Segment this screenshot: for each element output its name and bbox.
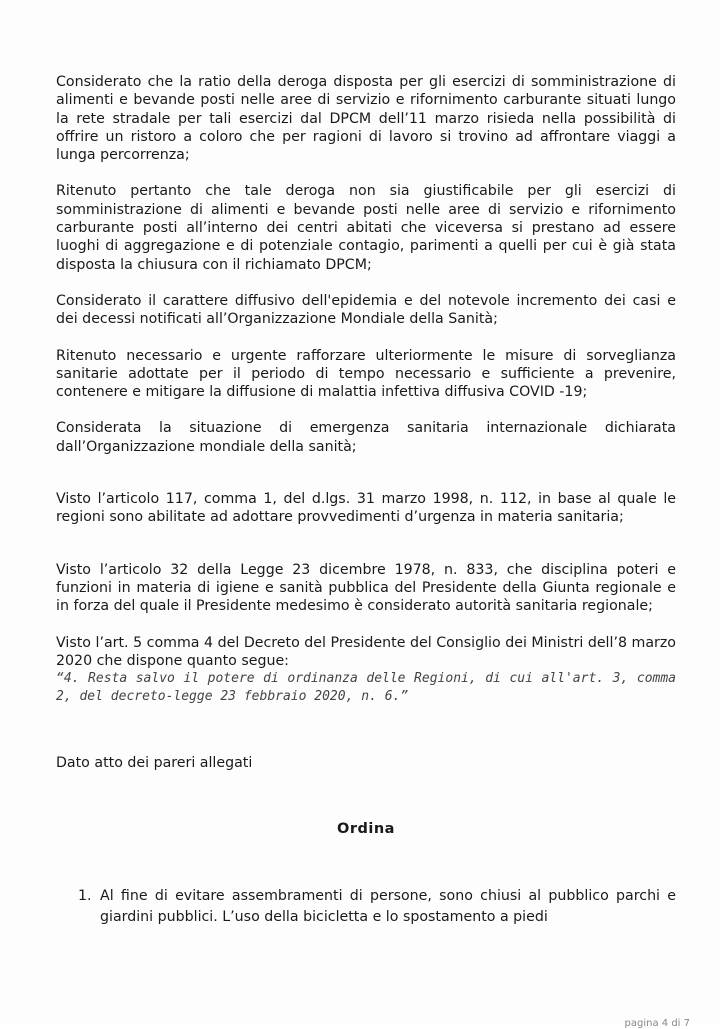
page-footer: pagina 4 di 7 — [624, 1018, 690, 1029]
paragraph-visto-articolo-32: Visto l’articolo 32 della Legge 23 dicembre 1978, n. 833, che disciplina poteri e funzioni in materia di igiene e sanità pubblica del Presidente della Giunta regionale e in forza del quale il Presidente medesimo è considerato autorità sanitaria regionale; — [56, 561, 676, 615]
paragraph-dato-atto: Dato atto dei pareri allegati — [56, 755, 253, 772]
ordinance-list — [56, 886, 676, 928]
paragraph-considerata-situazione: Considerata la situazione di emergenza sanitaria internazionale dichiarata dall’Organizzazione mondiale della sanità; — [56, 420, 676, 455]
list-item — [56, 886, 676, 928]
paragraph-visto-art-5: Visto l’art. 5 comma 4 del Decreto del Presidente del Consiglio dei Ministri dell’8 marzo 2020 che dispone quanto segue: — [56, 634, 676, 669]
list-item-number: 1. — [78, 888, 92, 905]
section-title-ordina: Ordina — [337, 821, 395, 838]
document-body — [56, 73, 676, 928]
paragraph-visto-articolo-117: Visto l’articolo 117, comma 1, del d.lgs. 31 marzo 1998, n. 112, in base al quale le regioni sono abilitate ad adottare provvedimenti d’urgenza in materia sanitaria; — [56, 491, 676, 526]
list-item-text: Al fine di evitare assembramenti di persone, sono chiusi al pubblico parchi e giardini pubblici. L’uso della bicicletta e lo spostamento a piedi — [100, 888, 676, 926]
paragraph-considerato-ratio: Considerato che la ratio della deroga disposta per gli esercizi di somministrazione di alimenti e bevande posti nelle aree di servizio e rifornimento carburante situati lungo la rete stradale per tali esercizi dal DPCM dell’11 marzo risieda nella possibilità di offrire un ristoro a coloro che per ragioni di lavoro si trovino ad affrontare viaggi a lunga percorrenza; — [56, 74, 676, 164]
paragraph-ritenuto-necessario: Ritenuto necessario e urgente rafforzare ulteriormente le misure di sorveglianza sanitarie adottate per il periodo di tempo necessario e sufficiente a prevenire, contenere e mitigare la diffusione di malattia infettiva diffusiva COVID -19; — [56, 347, 676, 401]
quoted-text: “4. Resta salvo il potere di ordinanza delle Regioni, di cui all'art. 3, comma 2, del decreto-legge 23 febbraio 2020, n. 6.” — [56, 671, 676, 705]
paragraph-considerato-carattere: Considerato il carattere diffusivo dell'epidemia e del notevole incremento dei casi e dei decessi notificati all’Organizzazione Mondiale della Sanità; — [56, 292, 676, 328]
paragraph-ritenuto-deroga: Ritenuto pertanto che tale deroga non sia giustificabile per gli esercizi di somministrazione di alimenti e bevande posti nelle aree di servizio e rifornimento carburante posti all’interno dei centri abitati che viceversa si prestano ad essere luoghi di aggregazione e di potenziale contagio, parimenti a quelli per cui è già stata disposta la chiusura con il richiamato DPCM; — [56, 183, 676, 273]
